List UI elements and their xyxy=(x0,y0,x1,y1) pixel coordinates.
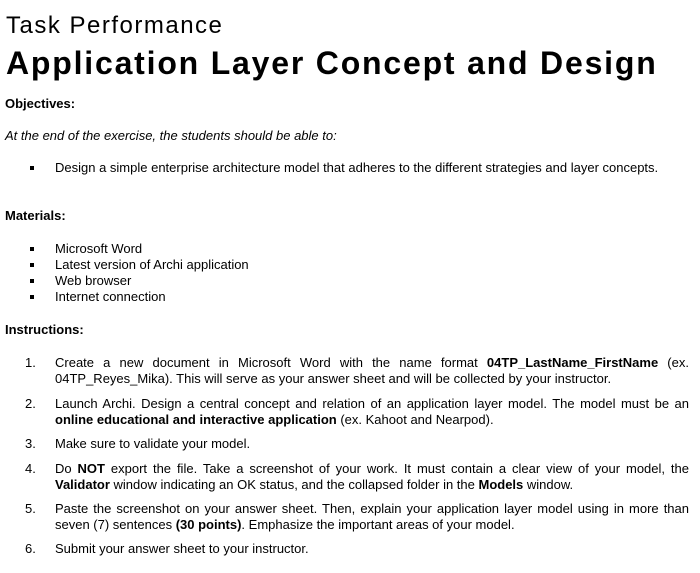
objective-item: Design a simple enterprise architecture model that adheres to the different strategies and layer concepts. xyxy=(55,160,659,175)
step-number: 6. xyxy=(25,541,36,556)
step-number: 3. xyxy=(25,436,36,451)
instructions-heading: Instructions: xyxy=(5,322,84,337)
material-item: Microsoft Word xyxy=(55,241,143,256)
objectives-intro: At the end of the exercise, the students should be able to: xyxy=(5,128,337,143)
step-number: 4. xyxy=(25,461,36,476)
bullet-icon xyxy=(30,263,34,267)
bullet-icon xyxy=(30,295,34,299)
document-subtitle: Task Performance xyxy=(6,12,224,39)
step-number: 2. xyxy=(25,396,36,411)
bullet-icon xyxy=(30,166,34,170)
step-number: 5. xyxy=(25,501,36,516)
material-item: Web browser xyxy=(55,273,132,288)
bullet-icon xyxy=(30,279,34,283)
step-text: Create a new document in Microsoft Word with the name format 04TP_LastName_FirstName (ex. 04TP_Reyes_Mika). This will serve as your answer sheet and will be collected by your instructor. xyxy=(55,355,689,386)
step-text: Make sure to validate your model. xyxy=(55,436,251,451)
bullet-icon xyxy=(30,247,34,251)
step-text: Submit your answer sheet to your instructor. xyxy=(55,541,309,556)
step-text: Do NOT export the file. Take a screenshot of your work. It must contain a clear view of your model, the Validator window indicating an OK status, and the collapsed folder in the Models window. xyxy=(55,461,690,492)
document-title: Application Layer Concept and Design xyxy=(6,45,658,81)
step-text: Launch Archi. Design a central concept and relation of an application layer model. The model must be an online educational and interactive application (ex. Kahoot and Nearpod). xyxy=(55,396,689,427)
materials-heading: Materials: xyxy=(5,208,66,223)
objectives-heading: Objectives: xyxy=(5,96,76,111)
step-text: Paste the screenshot on your answer sheet. Then, explain your application layer model using in more than seven (7) sentences (30 points). Emphasize the important areas of your model. xyxy=(55,501,689,532)
material-item: Internet connection xyxy=(55,289,166,304)
material-item: Latest version of Archi application xyxy=(55,257,249,272)
step-number: 1. xyxy=(25,355,36,370)
